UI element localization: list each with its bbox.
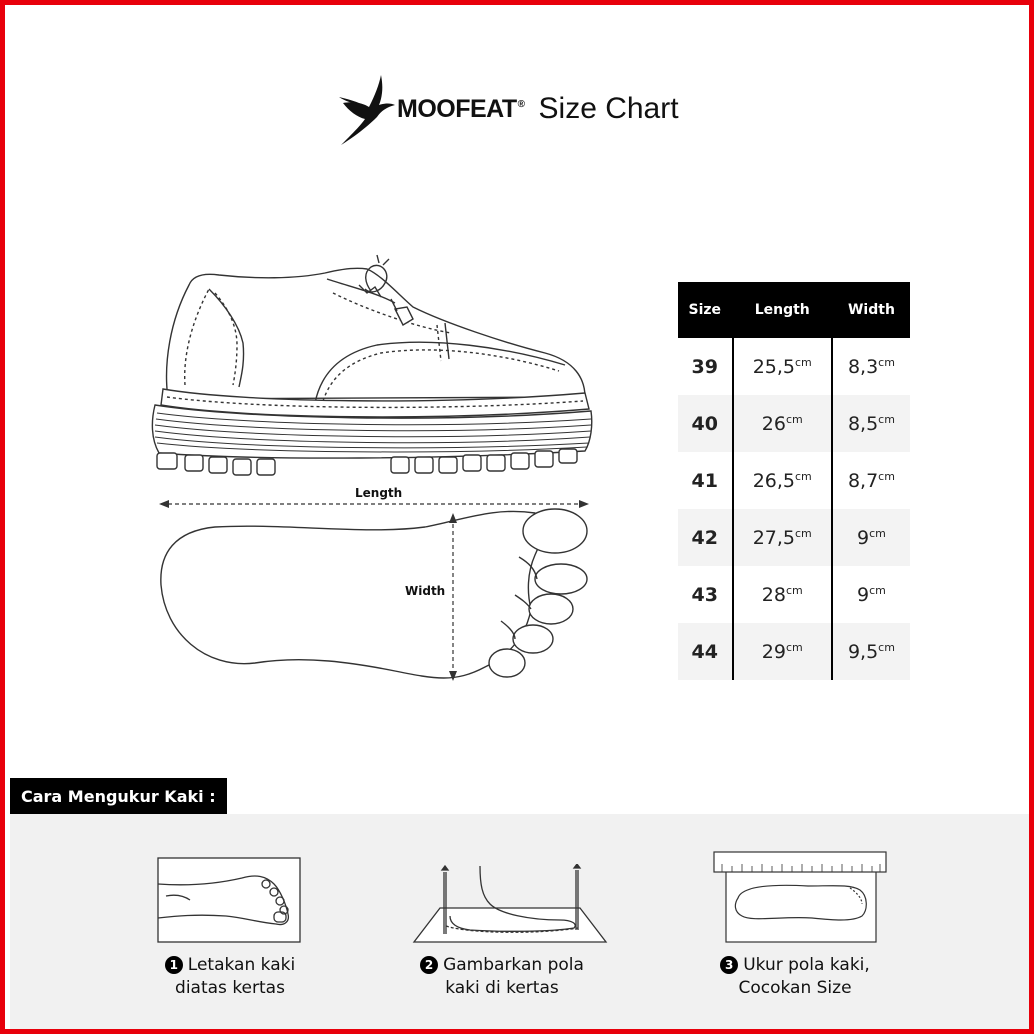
size-cell: 42	[678, 509, 733, 566]
trace-foot-pattern-icon	[410, 864, 610, 944]
length-cell: $25,5^{cm}$	[733, 338, 832, 395]
swallow-bird-logo-icon	[339, 73, 395, 145]
width-label: Width	[405, 584, 446, 598]
table-row	[678, 509, 910, 566]
brand-name: MOOFEAT®	[397, 94, 525, 123]
length-cell: $26,5^{cm}$	[733, 452, 832, 509]
length-column-header: Length	[733, 282, 832, 338]
page-title: Size Chart	[538, 92, 679, 125]
size-table-header-row	[678, 282, 910, 338]
size-table	[678, 282, 910, 680]
width-column-header: Width	[832, 282, 910, 338]
step-number-badge: 3	[720, 956, 738, 974]
length-cell: $27,5^{cm}$	[733, 509, 832, 566]
size-cell: 39	[691, 355, 718, 378]
foot-on-paper-icon	[156, 856, 306, 946]
table-row	[678, 338, 910, 395]
length-cell: $29^{cm}$	[733, 623, 832, 680]
width-cell: $8,5^{cm}$	[832, 395, 910, 452]
header	[339, 71, 679, 147]
length-cell: $26^{cm}$	[733, 395, 832, 452]
shoe-illustration	[145, 253, 605, 483]
table-row	[678, 566, 910, 623]
length-cell: $28^{cm}$	[733, 566, 832, 623]
step-number-badge: 1	[165, 956, 183, 974]
howto-panel	[10, 814, 1034, 1034]
width-cell: $8,3^{cm}$	[832, 338, 910, 395]
table-row	[678, 452, 910, 509]
step-1-caption: 1 Letakan kaki diatas kertas	[120, 954, 340, 1000]
width-cell: $9,5^{cm}$	[832, 623, 910, 680]
foot-measurement-diagram	[155, 483, 605, 697]
width-cell: $9^{cm}$	[832, 566, 910, 623]
size-cell: 41	[691, 469, 718, 492]
size-column-header: Size	[678, 282, 733, 338]
howto-section-title: Cara Mengukur Kaki :	[10, 778, 227, 814]
table-row	[678, 623, 910, 680]
table-row	[678, 395, 910, 452]
ruler-measure-icon	[712, 850, 890, 946]
length-label: Length	[355, 486, 403, 500]
size-cell: 44	[678, 623, 733, 680]
width-cell: $8,7^{cm}$	[832, 452, 910, 509]
width-cell: $9^{cm}$	[832, 509, 910, 566]
size-cell: 40	[678, 395, 733, 452]
size-cell: 43	[691, 583, 718, 606]
step-2-caption: 2 Gambarkan pola kaki di kertas	[392, 954, 612, 1000]
step-3-caption: 3 Ukur pola kaki, Cocokan Size	[685, 954, 905, 1000]
step-number-badge: 2	[420, 956, 438, 974]
